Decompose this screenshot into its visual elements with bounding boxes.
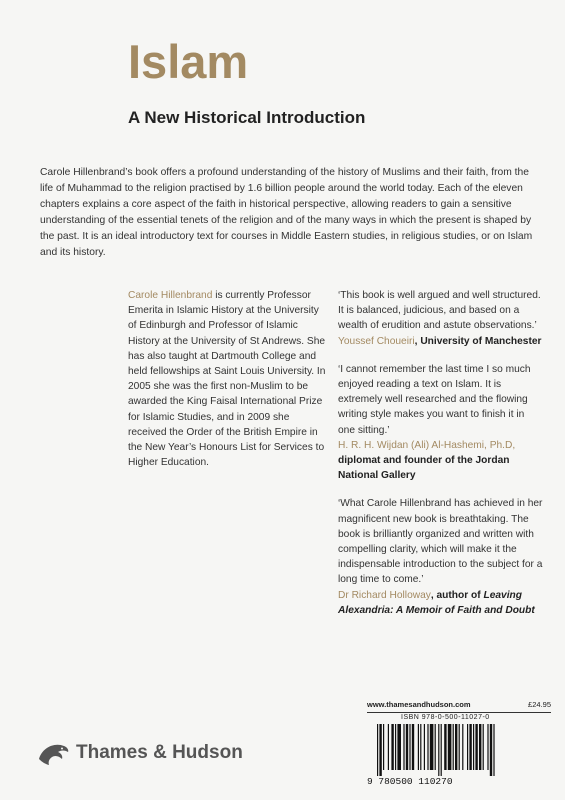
barcode-bar	[479, 724, 481, 770]
book-price: £24.95	[528, 700, 551, 709]
quote-text: ‘This book is well argued and well structured. It is balanced, judicious, and based on a wealth of erudition and astute observations.’	[338, 290, 541, 332]
barcode-bar	[448, 724, 452, 770]
isbn-number: ISBN 978-0-500-11027-0	[401, 714, 490, 721]
quote-author: H. R. H. Wijdan (Ali) Al-Hashemi, Ph.D,	[338, 439, 516, 451]
barcode-bar	[459, 724, 460, 770]
publisher-logo	[36, 740, 243, 766]
barcode-bar	[379, 724, 381, 776]
barcode-bar	[377, 724, 378, 776]
barcode	[365, 724, 550, 786]
barcode-bar	[490, 724, 492, 776]
quote-author: Dr Richard Holloway	[338, 589, 431, 601]
quote-text: ‘What Carole Hillenbrand has achieved in her magnificent new book is breathtaking. The book is brilliantly organized and written with compelling clarity, which will make it the indispensable introduction to the subject for a long time to come.’	[338, 498, 543, 586]
barcode-bar	[475, 724, 477, 770]
quote-text: ‘I cannot remember the last time I so much enjoyed reading a text on Islam. It is extremely well researched and the flowing writing style makes you want to finish it in one sitting.’	[338, 363, 531, 436]
barcode-bar	[435, 724, 436, 770]
barcode-bar	[438, 724, 439, 776]
barcode-block	[365, 714, 550, 786]
book-title: Islam	[128, 35, 249, 88]
barcode-bar	[483, 724, 484, 770]
barcode-bar	[424, 724, 425, 770]
barcode-bar	[383, 724, 384, 770]
barcode-bar	[441, 724, 442, 776]
barcode-bar	[388, 724, 389, 770]
quote-author: Youssef Choueiri	[338, 335, 415, 347]
quote-affiliation: , author of	[430, 589, 484, 601]
barcode-digits: 9 780500 110270	[367, 776, 453, 786]
barcode-bar	[444, 724, 446, 770]
barcode-bar	[455, 724, 457, 770]
barcode-bar	[418, 724, 419, 770]
barcode-bar	[487, 724, 488, 770]
barcode-bar	[420, 724, 421, 770]
dolphin-logo-icon	[36, 740, 70, 766]
barcode-bar	[469, 724, 471, 770]
barcode-bar	[391, 724, 393, 770]
author-bio	[128, 288, 328, 470]
barcode-bar	[395, 724, 396, 770]
review-quote-3	[338, 496, 543, 618]
barcode-bar	[462, 724, 463, 770]
review-quote-2	[338, 362, 543, 484]
quote-affiliation: diplomat and founder of the Jordan National Gallery	[338, 455, 510, 482]
review-quotes	[338, 288, 543, 631]
publisher-name: Thames & Hudson	[76, 742, 243, 763]
web-price-line	[367, 700, 551, 713]
barcode-bar	[493, 724, 494, 776]
barcode-bar	[409, 724, 410, 770]
barcode-bar	[467, 724, 468, 770]
quote-affiliation: , University of Manchester	[414, 335, 542, 347]
author-bio-text: is currently Professor Emerita in Islamic History at the University of Edinburgh and Professor of Islamic History at the University of St Andrews. She has also taught at Dartmouth College and held fellowships at Saint Louis University. In 2005 she was the first non-Muslim to be awarded the King Faisal International Prize for Islamic Studies, and in 2009 she received the Order of the British Empire in the New Year’s Honours List for Services to Higher Education.	[128, 290, 326, 469]
author-name: Carole Hillenbrand	[128, 290, 213, 301]
book-blurb: Carole Hillenbrand’s book offers a profound understanding of the history of Muslims and their faith, from the life of Muhammad to the religion practised by 1.6 billion people around the world today. Each of the eleven chapters explains a core aspect of the faith in historical perspective, allowing readers to gain a sensitive understanding of the essential tenets of the religion and of the many ways in which the present is shaped by the past. It is an ideal introductory text for courses in Middle Eastern studies, in religious studies, or on Islam and its history.	[40, 167, 533, 258]
barcode-bar	[397, 724, 401, 770]
barcode-bar	[403, 724, 404, 770]
publisher-website: www.thamesandhudson.com	[367, 700, 471, 709]
barcode-bar	[412, 724, 414, 770]
barcode-bar	[427, 724, 428, 770]
barcode-bar	[406, 724, 408, 770]
barcode-bar	[430, 724, 434, 770]
book-subtitle: A New Historical Introduction	[128, 108, 366, 127]
review-quote-1	[338, 288, 543, 349]
barcode-bar	[473, 724, 474, 770]
quote-book-title: Leaving Alexandria: A Memoir of Faith and Doubt	[338, 589, 535, 616]
barcode-bar	[453, 724, 454, 770]
